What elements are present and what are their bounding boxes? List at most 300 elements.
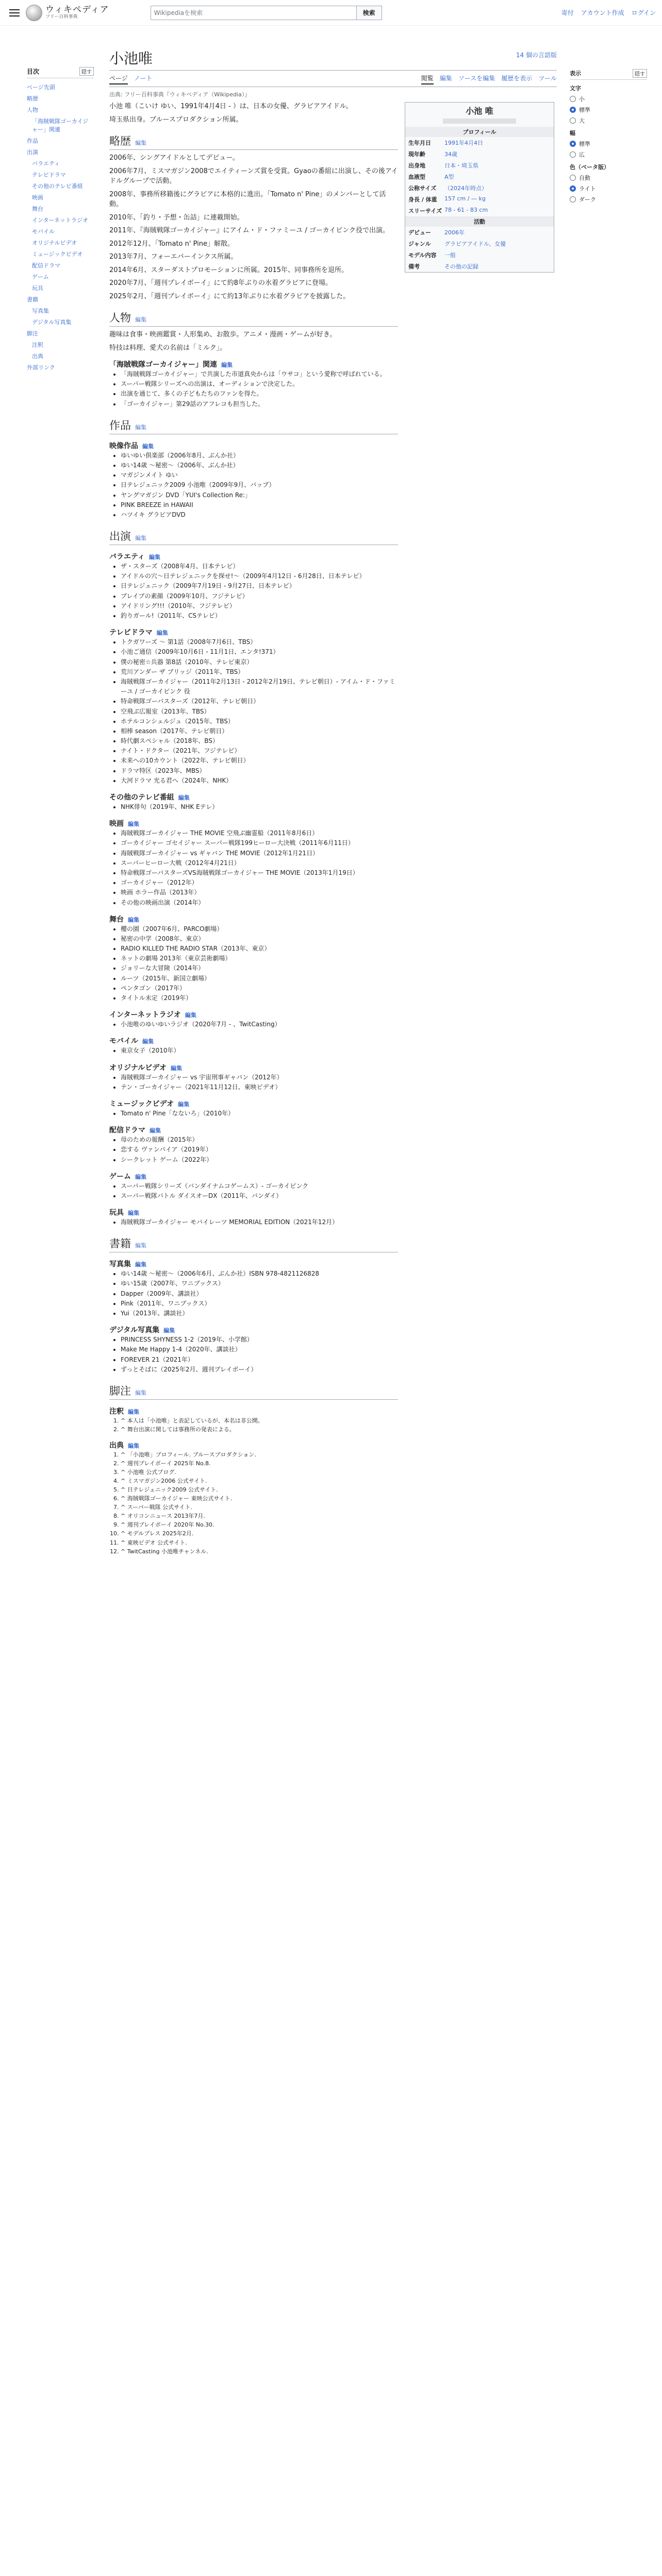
infobox [405, 102, 554, 273]
list-item: • 大河ドラマ 光る君へ（2024年、NHK） [121, 776, 398, 786]
list-item: • 特命戦隊ゴーバスターズ（2012年、テレビ朝日） [121, 697, 398, 706]
text-size-label: 文字 [570, 85, 581, 92]
color-label: 色（ベータ版） [570, 164, 609, 171]
list-item: • ゆい14歳 〜秘密〜（2006年6月、ぶんか社）ISBN 978-4821126828 [121, 1269, 398, 1279]
subsection-heading [109, 551, 398, 562]
list-item: • 日テレジェニック2009 小池唯（2009年9月、バップ） [121, 480, 398, 490]
toc-item[interactable]: 出演 [27, 149, 38, 156]
site-subtitle: フリー百科事典 [45, 14, 78, 20]
section-paragraph: 特技は料理、愛犬の名前は「ミルク」。 [109, 344, 227, 352]
edit-link[interactable]: 編集 [178, 1100, 190, 1108]
list-item: • 僕の秘密☆兵器 第8話（2010年、テレビ東京） [121, 657, 398, 667]
radio-icon[interactable] [570, 175, 576, 181]
page-tabs [109, 71, 557, 87]
list-item: • シークレット ゲーム（2022年） [121, 1155, 398, 1165]
tab-0[interactable]: ページ [109, 74, 128, 84]
tab-action-4[interactable]: ツール [538, 75, 557, 82]
tab-action-0[interactable]: 閲覧 [421, 74, 434, 84]
main-content [109, 47, 557, 1556]
bullet-list [121, 802, 398, 812]
toc-item[interactable]: ページ先頭 [27, 84, 55, 91]
list-item: • 特命戦隊ゴーバスターズVS海賊戦隊ゴーカイジャー THE MOVIE（2013年1月19日） [121, 868, 398, 878]
subsection-title: 配信ドラマ [109, 1126, 145, 1135]
list-item: • Dapper（2009年、講談社） [121, 1289, 398, 1299]
reference-item: 1. ^ 「小池唯」プロフィール. ブルースプロダクション. [121, 1450, 398, 1459]
infobox-value: グラビアアイドル、女優 [444, 241, 506, 247]
list-item: • ジョリーな大冒険（2014年） [121, 963, 398, 973]
list-item: • 未来への10カウント（2022年、テレビ朝日） [121, 756, 398, 766]
infobox-key: 出身地 [408, 162, 425, 169]
edit-link[interactable]: 編集 [128, 1408, 139, 1415]
list-item: • 海賊戦隊ゴーカイジャー（2011年2月13日 - 2012年2月19日、テレビ朝日）- アイム・ド・ファミーユ / ゴーカイピンク 役 [121, 677, 398, 697]
infobox-row [405, 137, 554, 148]
subsection-heading [109, 1259, 398, 1269]
section-paragraph: 2014年6月、スターダストプロモーションに所属。2015年、同事務所を退所。 [109, 266, 349, 274]
radio-icon[interactable] [570, 185, 576, 192]
toc-item[interactable]: 出典 [32, 353, 43, 360]
infobox-key: 現年齢 [408, 151, 425, 158]
section-paragraph: 2025年2月、「週刊プレイボーイ」にて約13年ぶりに水着グラビアを披露した。 [109, 292, 350, 300]
toc-item[interactable]: モバイル [32, 228, 55, 235]
toc-item[interactable]: 注釈 [32, 342, 43, 348]
toc-item[interactable]: 「海賊戦隊ゴーカイジャー」関連 [32, 118, 89, 133]
infobox-value: その他の記録 [444, 263, 478, 270]
section-heading [109, 528, 398, 545]
edit-link[interactable]: 編集 [156, 630, 168, 637]
infobox-name: 小池 唯 [466, 106, 493, 116]
edit-link[interactable]: 編集 [128, 1210, 139, 1217]
section-heading [109, 133, 398, 150]
list-item: • 映画 ホラー作品（2013年） [121, 888, 398, 897]
radio-icon[interactable] [570, 96, 576, 102]
infobox-value: （2024年時点） [444, 185, 487, 192]
infobox-key: デビュー [408, 229, 431, 236]
section-paragraph: 2006年7月、ミスマガジン2008でエイティーンズ賞を受賞。Gyaoの番組に出演し、その後アイドルグループで活動。 [109, 167, 398, 185]
toc-item[interactable]: 写真集 [32, 308, 49, 314]
infobox-section: 活動 [405, 216, 554, 227]
infobox-image [443, 118, 516, 124]
edit-link[interactable]: 編集 [142, 443, 154, 450]
site-logo[interactable] [26, 5, 109, 21]
color-option-label: ダーク [579, 196, 596, 203]
list-item: • ザ・スターズ（2008年4月、日本テレビ） [121, 562, 398, 571]
subsection-heading [109, 1098, 398, 1109]
section-title: 略歴 [109, 135, 131, 147]
subsection-title: 写真集 [109, 1260, 131, 1269]
list-item: • 母のための報酬（2015年） [121, 1135, 398, 1145]
list-item: • 日テレジェニック（2009年7月19日 - 9月27日、日本テレビ） [121, 581, 398, 591]
infobox-value: A型 [444, 174, 454, 180]
subsection-heading [109, 1207, 398, 1217]
infobox-value: 一般 [444, 252, 456, 259]
subsection-heading [109, 792, 398, 802]
subsection-heading [109, 1125, 398, 1135]
color-option-label: ライト [579, 185, 596, 192]
radio-icon[interactable] [570, 141, 576, 147]
site-header [0, 0, 662, 26]
subsection-title: その他のテレビ番組 [109, 793, 174, 802]
reference-item: 7. ^ スーパー戦隊 公式サイト. [121, 1503, 398, 1512]
edit-link[interactable]: 編集 [135, 1173, 146, 1180]
subsection-heading [109, 1406, 398, 1416]
subsection-heading [109, 359, 398, 369]
search-input[interactable]: Wikipediaを検索 [151, 6, 357, 20]
infobox-row [405, 182, 554, 194]
infobox-value: 2006年 [444, 229, 465, 236]
list-item: • 櫻の園（2007年6月、PARCO劇場） [121, 924, 398, 934]
subsection-heading [109, 1440, 398, 1450]
subsection-title: ゲーム [109, 1172, 131, 1181]
infobox-key: 公称サイズ [408, 185, 437, 192]
list-item: • スーパー戦隊シリーズへの出演は、オーディションで決定した。 [121, 379, 398, 389]
list-item: • Yui（2013年、講談社） [121, 1309, 398, 1318]
text-size-option[interactable] [570, 95, 647, 103]
edit-link[interactable]: 編集 [150, 1127, 161, 1134]
wikipedia-globe-icon [26, 5, 42, 21]
subsection-heading [109, 818, 398, 828]
text-size-option-label: 大 [579, 117, 585, 124]
infobox-key: 身長 / 体重 [408, 196, 437, 203]
width-label: 幅 [570, 130, 575, 137]
search-button[interactable]: 検索 [356, 6, 382, 20]
list-item: • スーパー戦隊シリーズ（バンダイナムコゲームス）- ゴーカイピンク [121, 1181, 398, 1191]
reference-item: 12. ^ TwitCasting 小池唯チャンネル. [121, 1547, 398, 1556]
list-item: • マガジンメイト ゆい [121, 470, 398, 480]
bullet-list [121, 1073, 398, 1092]
list-item: • 相棒 season（2017年、テレビ朝日） [121, 726, 398, 736]
subsection-title: ミュージックビデオ [109, 1099, 174, 1108]
subsection-title: オリジナルビデオ [109, 1063, 167, 1072]
list-item: • スーパーヒーロー大戦（2012年4月21日） [121, 858, 398, 868]
subsection-heading [109, 1171, 398, 1181]
reference-item: 6. ^ 海賊戦隊ゴーカイジャー 東映公式サイト. [121, 1494, 398, 1503]
edit-link[interactable]: 編集 [171, 1064, 183, 1072]
table-of-contents [27, 67, 94, 373]
bullet-list [121, 451, 398, 520]
header-link[interactable]: 寄付 [561, 9, 574, 16]
section-paragraph: 2006年、シングアイドルとしてデビュー。 [109, 154, 239, 162]
edit-link[interactable]: 編集 [185, 1012, 196, 1019]
tab-action-2[interactable]: ソースを編集 [458, 75, 495, 82]
list-item: • ヤングマガジン DVD「YUI's Collection Re:」 [121, 490, 398, 500]
tab-1[interactable]: ノート [134, 75, 153, 82]
intro-paragraph: 小池 唯（こいけ ゆい、1991年4月4日 - ）は、日本の女優、グラビアアイドル。 [109, 103, 353, 110]
subsection-title: テレビドラマ [109, 629, 153, 637]
color-option[interactable] [570, 195, 647, 204]
list-item: • 海賊戦隊ゴーカイジャー THE MOVIE 空飛ぶ幽霊船（2011年8月6日） [121, 828, 398, 838]
toc-item[interactable]: ゲーム [32, 274, 49, 280]
list-item: • 恋する ヴァンパイア（2019年） [121, 1145, 398, 1155]
bullet-list [121, 1335, 398, 1375]
subsection-heading [109, 1325, 398, 1335]
subsection-title: 映像作品 [109, 442, 138, 450]
infobox-value: 1991年4月4日 [444, 140, 483, 146]
color-option[interactable] [570, 174, 647, 182]
toc-item[interactable]: 舞台 [32, 206, 43, 212]
toc-item[interactable]: 作品 [27, 138, 38, 144]
infobox-row [405, 205, 554, 216]
list-item: • ネットの劇場 2013年（東京芸術劇場） [121, 954, 398, 963]
infobox-row [405, 160, 554, 171]
infobox-value: 157 cm / ― kg [444, 195, 486, 202]
infobox-row [405, 171, 554, 182]
width-option[interactable] [570, 140, 647, 148]
radio-icon[interactable] [570, 107, 576, 113]
edit-link[interactable]: 編集 [128, 1443, 139, 1450]
toc-item[interactable]: 外部リンク [27, 364, 55, 371]
list-item: • 海賊戦隊ゴーカイジャー モバイレーツ MEMORIAL EDITION（2021年12月） [121, 1217, 398, 1227]
toc-title: 目次 [27, 68, 40, 75]
subsection-title: デジタル写真集 [109, 1326, 160, 1335]
edit-link[interactable]: 編集 [135, 1242, 146, 1249]
reference-list [121, 1416, 398, 1434]
text-size-option[interactable] [570, 116, 647, 125]
toc-hide-button[interactable]: 隠す [79, 67, 94, 76]
page-title: 小池唯 [109, 47, 557, 71]
section-paragraph: 趣味は食事・映画鑑賞・人形集め、お散歩。アニメ・漫画・ゲームが好き。 [109, 331, 337, 338]
toc-item[interactable]: 略歴 [27, 95, 38, 102]
section-title: 作品 [109, 419, 131, 432]
infobox-row [405, 249, 554, 261]
list-item: • ブレイブの素顔（2009年10月、フジテレビ） [121, 591, 398, 601]
section-heading [109, 1383, 398, 1400]
reference-item: 2. ^ 舞台出演に関しては事務所の発表による。 [121, 1425, 398, 1434]
radio-icon[interactable] [570, 151, 576, 158]
subsection-title: 出典 [109, 1442, 124, 1450]
bullet-list [121, 1269, 398, 1318]
subsection-title: バラエティ [109, 553, 145, 562]
list-item: • 秘密の中学（2008年、東京） [121, 934, 398, 944]
subsection-heading [109, 1009, 398, 1020]
toc-item[interactable]: オリジナルビデオ [32, 240, 77, 246]
bullet-list [121, 1181, 398, 1201]
reference-item: 11. ^ 東映ビデオ 公式サイト. [121, 1538, 398, 1547]
bullet-list [121, 828, 398, 908]
infobox-key: 生年月日 [408, 140, 431, 146]
width-option-label: 広 [579, 151, 585, 158]
color-option-label: 自動 [579, 175, 590, 181]
infobox-key: 血液型 [408, 174, 425, 180]
toc-item[interactable]: インターネットラジオ [32, 217, 89, 224]
edit-link[interactable]: 編集 [178, 794, 190, 801]
subsection-title: 舞台 [109, 915, 124, 924]
list-item: • ペンタゴン（2017年） [121, 984, 398, 993]
section-paragraph: 2008年、事務所移籍後にグラビアに本格的に進出。「Tomato n' Pine」のメンバーとして活動。 [109, 190, 386, 208]
reference-item: 4. ^ ミスマガジン2006 公式サイト. [121, 1477, 398, 1485]
toc-item[interactable]: 玩具 [32, 285, 43, 292]
list-item: • アイドリング!!!（2010年、フジテレビ） [121, 601, 398, 611]
edit-link[interactable]: 編集 [135, 316, 146, 323]
infobox-value: 日本・埼玉県 [444, 162, 478, 169]
subsection-title: インターネットラジオ [109, 1011, 181, 1020]
subsection-heading [109, 627, 398, 637]
subsection-heading [109, 440, 398, 451]
page-source-note: 出典: フリー百科事典『ウィキペディア（Wikipedia）』 [109, 91, 251, 98]
subsection-heading [109, 1036, 398, 1046]
width-option[interactable] [570, 150, 647, 159]
list-item: • 空飛ぶ広報室（2013年、TBS） [121, 707, 398, 717]
section-paragraph: 2012年12月、「Tomato n' Pine」解散。 [109, 240, 234, 248]
color-option[interactable] [570, 184, 647, 193]
list-item: • 「ゴーカイジャー」第29話のアフレコも担当した。 [121, 399, 398, 409]
bullet-list [121, 1046, 398, 1056]
toc-item[interactable]: バラエティ [32, 160, 60, 167]
toc-item[interactable]: 配信ドラマ [32, 262, 60, 269]
edit-link[interactable]: 編集 [135, 535, 146, 542]
appearance-hide-button[interactable]: 隠す [633, 69, 647, 78]
list-item: • 海賊戦隊ゴーカイジャー vs ギャバン THE MOVIE（2012年1月21日） [121, 849, 398, 858]
infobox-row [405, 238, 554, 249]
list-item: • 小池ご通信（2009年10月6日 - 11月1日、エンタ!371） [121, 647, 398, 657]
toc-item[interactable]: 映画 [32, 194, 43, 201]
reference-item: 2. ^ 週刊プレイボーイ 2025年 No.8. [121, 1459, 398, 1468]
infobox-row [405, 194, 554, 205]
list-item: • PINK BREEZE in HAWAII [121, 500, 398, 510]
header-link[interactable]: アカウント作成 [581, 9, 624, 16]
edit-link[interactable]: 編集 [135, 140, 146, 146]
list-item: • 「海賊戦隊ゴーカイジャー」で共演した市道真央からは「ウサコ」という愛称で呼ばれている。 [121, 369, 398, 379]
section-paragraph: 2020年7月、「週刊プレイボーイ」にて約8年ぶりの水着グラビアに登場。 [109, 279, 332, 287]
subsection-title: 映画 [109, 820, 124, 828]
toc-item[interactable]: 人物 [27, 107, 38, 113]
list-item: • ゴーカイジャー ゴセイジャー スーパー戦隊199ヒーロー大決戦（2011年6月11日） [121, 838, 398, 848]
bullet-list [121, 562, 398, 621]
bullet-list [121, 1020, 398, 1029]
list-item: • ナイト・ドクター（2021年、フジテレビ） [121, 746, 398, 756]
list-item: • 小池唯のゆいゆいラジオ（2020年7月 - 、TwitCasting） [121, 1020, 398, 1029]
toc-item[interactable]: デジタル写真集 [32, 319, 72, 326]
infobox-value: 34歳 [444, 151, 457, 158]
radio-icon[interactable] [570, 196, 576, 202]
infobox-key: ジャンル [408, 241, 431, 247]
list-item: • 荒川アンダー ザ ブリッジ（2011年、TBS） [121, 667, 398, 677]
reference-item: 8. ^ オリコンニュース 2013年7月. [121, 1512, 398, 1520]
header-link[interactable]: ログイン [631, 9, 656, 16]
subsection-title: 「海賊戦隊ゴーカイジャー」関連 [109, 361, 218, 369]
list-item: • アイドルの穴〜日テレジェニックを探せ!〜（2009年4月12日 - 6月28日、日本テレビ） [121, 571, 398, 581]
section-heading [109, 310, 398, 327]
edit-link[interactable]: 編集 [135, 1389, 146, 1396]
list-item: • 海賊戦隊ゴーカイジャー vs 宇宙刑事ギャバン（2012年） [121, 1073, 398, 1082]
list-item: • Tomato n' Pine「なないろ」（2010年） [121, 1109, 398, 1118]
edit-link[interactable]: 編集 [148, 554, 160, 561]
list-item: • ホテルコンシェルジュ（2015年、TBS） [121, 717, 398, 726]
list-item: • NHK俳句（2019年、NHK Eテレ） [121, 802, 398, 812]
section-paragraph: 2010年、「釣り・予想・缶詰」に連載開始。 [109, 213, 244, 222]
list-item: • テン・ゴーカイジャー（2021年11月12日、東映ビデオ） [121, 1082, 398, 1092]
section-heading [109, 1235, 398, 1252]
appearance-panel [570, 65, 647, 204]
toc-item[interactable]: 脚注 [27, 330, 38, 337]
reference-item: 10. ^ モデルプレス 2025年2月. [121, 1529, 398, 1538]
subsection-heading [109, 914, 398, 924]
toc-item[interactable]: ミュージックビデオ [32, 251, 83, 258]
section-title: 出演 [109, 530, 131, 543]
bullet-list [121, 1109, 398, 1118]
bullet-list [121, 369, 398, 409]
infobox-value: 78 - 61 - 83 cm [444, 207, 488, 213]
main-menu-icon[interactable] [9, 9, 20, 16]
edit-link[interactable]: 編集 [135, 423, 146, 431]
bullet-list [121, 637, 398, 786]
width-option-label: 標準 [579, 141, 590, 147]
edit-link[interactable]: 編集 [128, 821, 139, 828]
bullet-list [121, 1135, 398, 1165]
list-item: • トクガワーズ 〜 第1話（2008年7月6日、TBS） [121, 637, 398, 647]
text-size-option[interactable] [570, 106, 647, 114]
bullet-list [121, 1217, 398, 1227]
radio-icon[interactable] [570, 117, 576, 124]
personal-tools [561, 8, 656, 17]
list-item: • FOREVER 21（2021年） [121, 1355, 398, 1365]
infobox-key: 備考 [408, 263, 420, 270]
text-size-option-label: 小 [579, 96, 585, 103]
list-item: • ハツイキ グラビアDVD [121, 510, 398, 520]
reference-item: 9. ^ 週刊プレイボーイ 2020年 No.30. [121, 1520, 398, 1529]
list-item: • ずっとそばに（2025年2月、週刊プレイボーイ） [121, 1365, 398, 1375]
edit-link[interactable]: 編集 [135, 1261, 146, 1268]
intro-paragraph: 埼玉県出身。ブルースプロダクション所属。 [109, 115, 243, 124]
list-item: • PRINCESS SHYNESS 1-2（2019年、小学館） [121, 1335, 398, 1345]
list-item: • ルーツ（2015年、新国立劇場） [121, 974, 398, 984]
subsection-title: 注釈 [109, 1407, 124, 1416]
list-item: • ゴーカイジャー（2012年） [121, 878, 398, 888]
language-button[interactable]: 14 個の言語版 [516, 52, 557, 59]
infobox-key: スリーサイズ [408, 208, 442, 214]
list-item: • タイトル未定（2019年） [121, 993, 398, 1003]
section-paragraph: 2011年、『海賊戦隊ゴーカイジャー』にアイム・ド・ファミーユ / ゴーカイピンク役で出演。 [109, 227, 389, 234]
list-item: • スーパー戦隊バトル ダイスオーDX（2011年、バンダイ） [121, 1191, 398, 1201]
subsection-heading [109, 1062, 398, 1073]
list-item: • ゆい15歳（2007年、ワニブックス） [121, 1279, 398, 1289]
edit-link[interactable]: 編集 [163, 1327, 175, 1334]
toc-item[interactable]: テレビドラマ [32, 172, 66, 178]
toc-item[interactable]: その他のテレビ番組 [32, 183, 83, 190]
list-item: • 釣りガール!（2011年、CSテレビ） [121, 611, 398, 621]
tab-action-1[interactable]: 編集 [439, 75, 452, 82]
tab-action-3[interactable]: 履歴を表示 [501, 75, 533, 82]
bullet-list [121, 924, 398, 1004]
edit-link[interactable]: 編集 [128, 916, 139, 923]
list-item: • ゆいゆい倶楽部（2006年8月、ぶんか社） [121, 451, 398, 461]
infobox-key: モデル内容 [408, 252, 437, 259]
toc-item[interactable]: 書籍 [27, 296, 38, 303]
list-item: • 出演を通じて、多くの子どもたちのファンを得た。 [121, 389, 398, 399]
edit-link[interactable]: 編集 [221, 362, 233, 368]
section-title: 人物 [109, 312, 131, 324]
text-size-option-label: 標準 [579, 107, 590, 113]
list-item: • ゆい14歳 〜秘密〜（2006年、ぶんか社） [121, 461, 398, 470]
list-item: • Make Me Happy 1-4（2020年、講談社） [121, 1345, 398, 1354]
reference-item: 1. ^ 本人は「小池唯」と表記しているが、本名は非公開。 [121, 1416, 398, 1425]
subsection-title: モバイル [109, 1037, 138, 1046]
infobox-row [405, 227, 554, 238]
list-item: • RADIO KILLED THE RADIO STAR（2013年、東京） [121, 944, 398, 954]
section-heading [109, 417, 398, 434]
infobox-row [405, 261, 554, 272]
list-item: • Pink（2011年、ワニブックス） [121, 1299, 398, 1309]
infobox-row [405, 148, 554, 160]
reference-item: 3. ^ 小池唯 公式ブログ. [121, 1468, 398, 1477]
subsection-title: 玩具 [109, 1209, 124, 1217]
list-item: • 時代劇スペシャル（2018年、BS） [121, 736, 398, 746]
edit-link[interactable]: 編集 [142, 1038, 154, 1045]
reference-item: 5. ^ 日テレジェニック2009 公式サイト. [121, 1485, 398, 1494]
reference-list [121, 1450, 398, 1556]
section-title: 脚注 [109, 1384, 131, 1397]
list-item: • その他の映画出演（2014年） [121, 898, 398, 908]
section-title: 書籍 [109, 1238, 131, 1250]
